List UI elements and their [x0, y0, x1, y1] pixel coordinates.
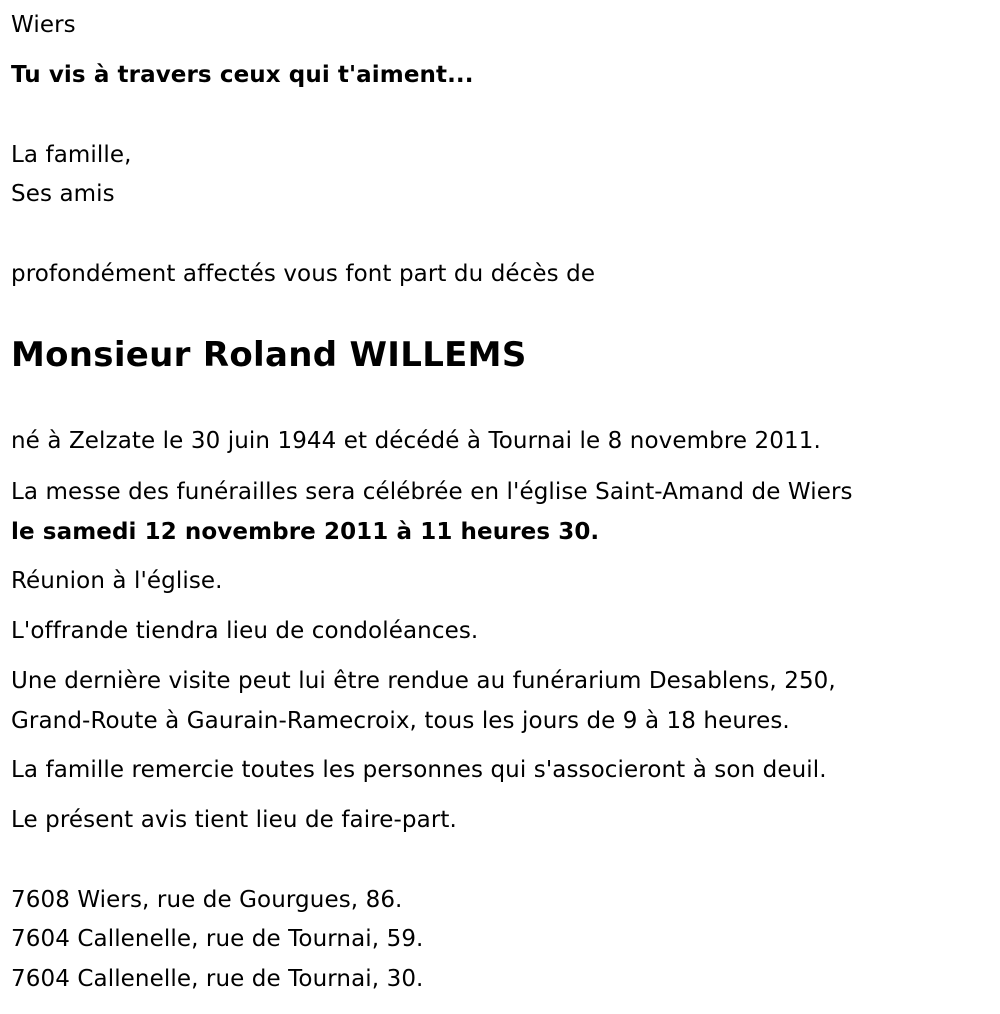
announcement-text: profondément affectés vous font part du décès de	[11, 261, 596, 287]
address-line: 7604 Callenelle, rue de Tournai, 30.	[11, 966, 424, 992]
visit-line-2: Grand-Route à Gaurain-Ramecroix, tous les jours de 9 à 18 heures.	[11, 708, 790, 734]
notice-line: Le présent avis tient lieu de faire-part.	[11, 807, 457, 833]
offering-line: L'offrande tiendra lieu de condoléances.	[11, 618, 479, 644]
mourner-family: La famille,	[11, 142, 132, 168]
visit-line-1: Une dernière visite peut lui être rendue au funérarium Desablens, 250,	[11, 668, 836, 694]
place-heading: Wiers	[11, 12, 76, 38]
epigraph: Tu vis à travers ceux qui t'aiment...	[11, 62, 474, 88]
birth-death-line: né à Zelzate le 30 juin 1944 et décédé à Tournai le 8 novembre 2011.	[11, 428, 821, 454]
address-line: 7604 Callenelle, rue de Tournai, 59.	[11, 926, 424, 952]
funeral-mass-line: La messe des funérailles sera célébrée en l'église Saint-Amand de Wiers	[11, 479, 853, 505]
meeting-line: Réunion à l'église.	[11, 568, 223, 594]
address-line: 7608 Wiers, rue de Gourgues, 86.	[11, 887, 403, 913]
mourner-friends: Ses amis	[11, 181, 115, 207]
thanks-line: La famille remercie toutes les personnes qui s'associeront à son deuil.	[11, 757, 827, 783]
funeral-date-line: le samedi 12 novembre 2011 à 11 heures 30.	[11, 519, 600, 545]
deceased-name: Monsieur Roland WILLEMS	[11, 335, 527, 375]
